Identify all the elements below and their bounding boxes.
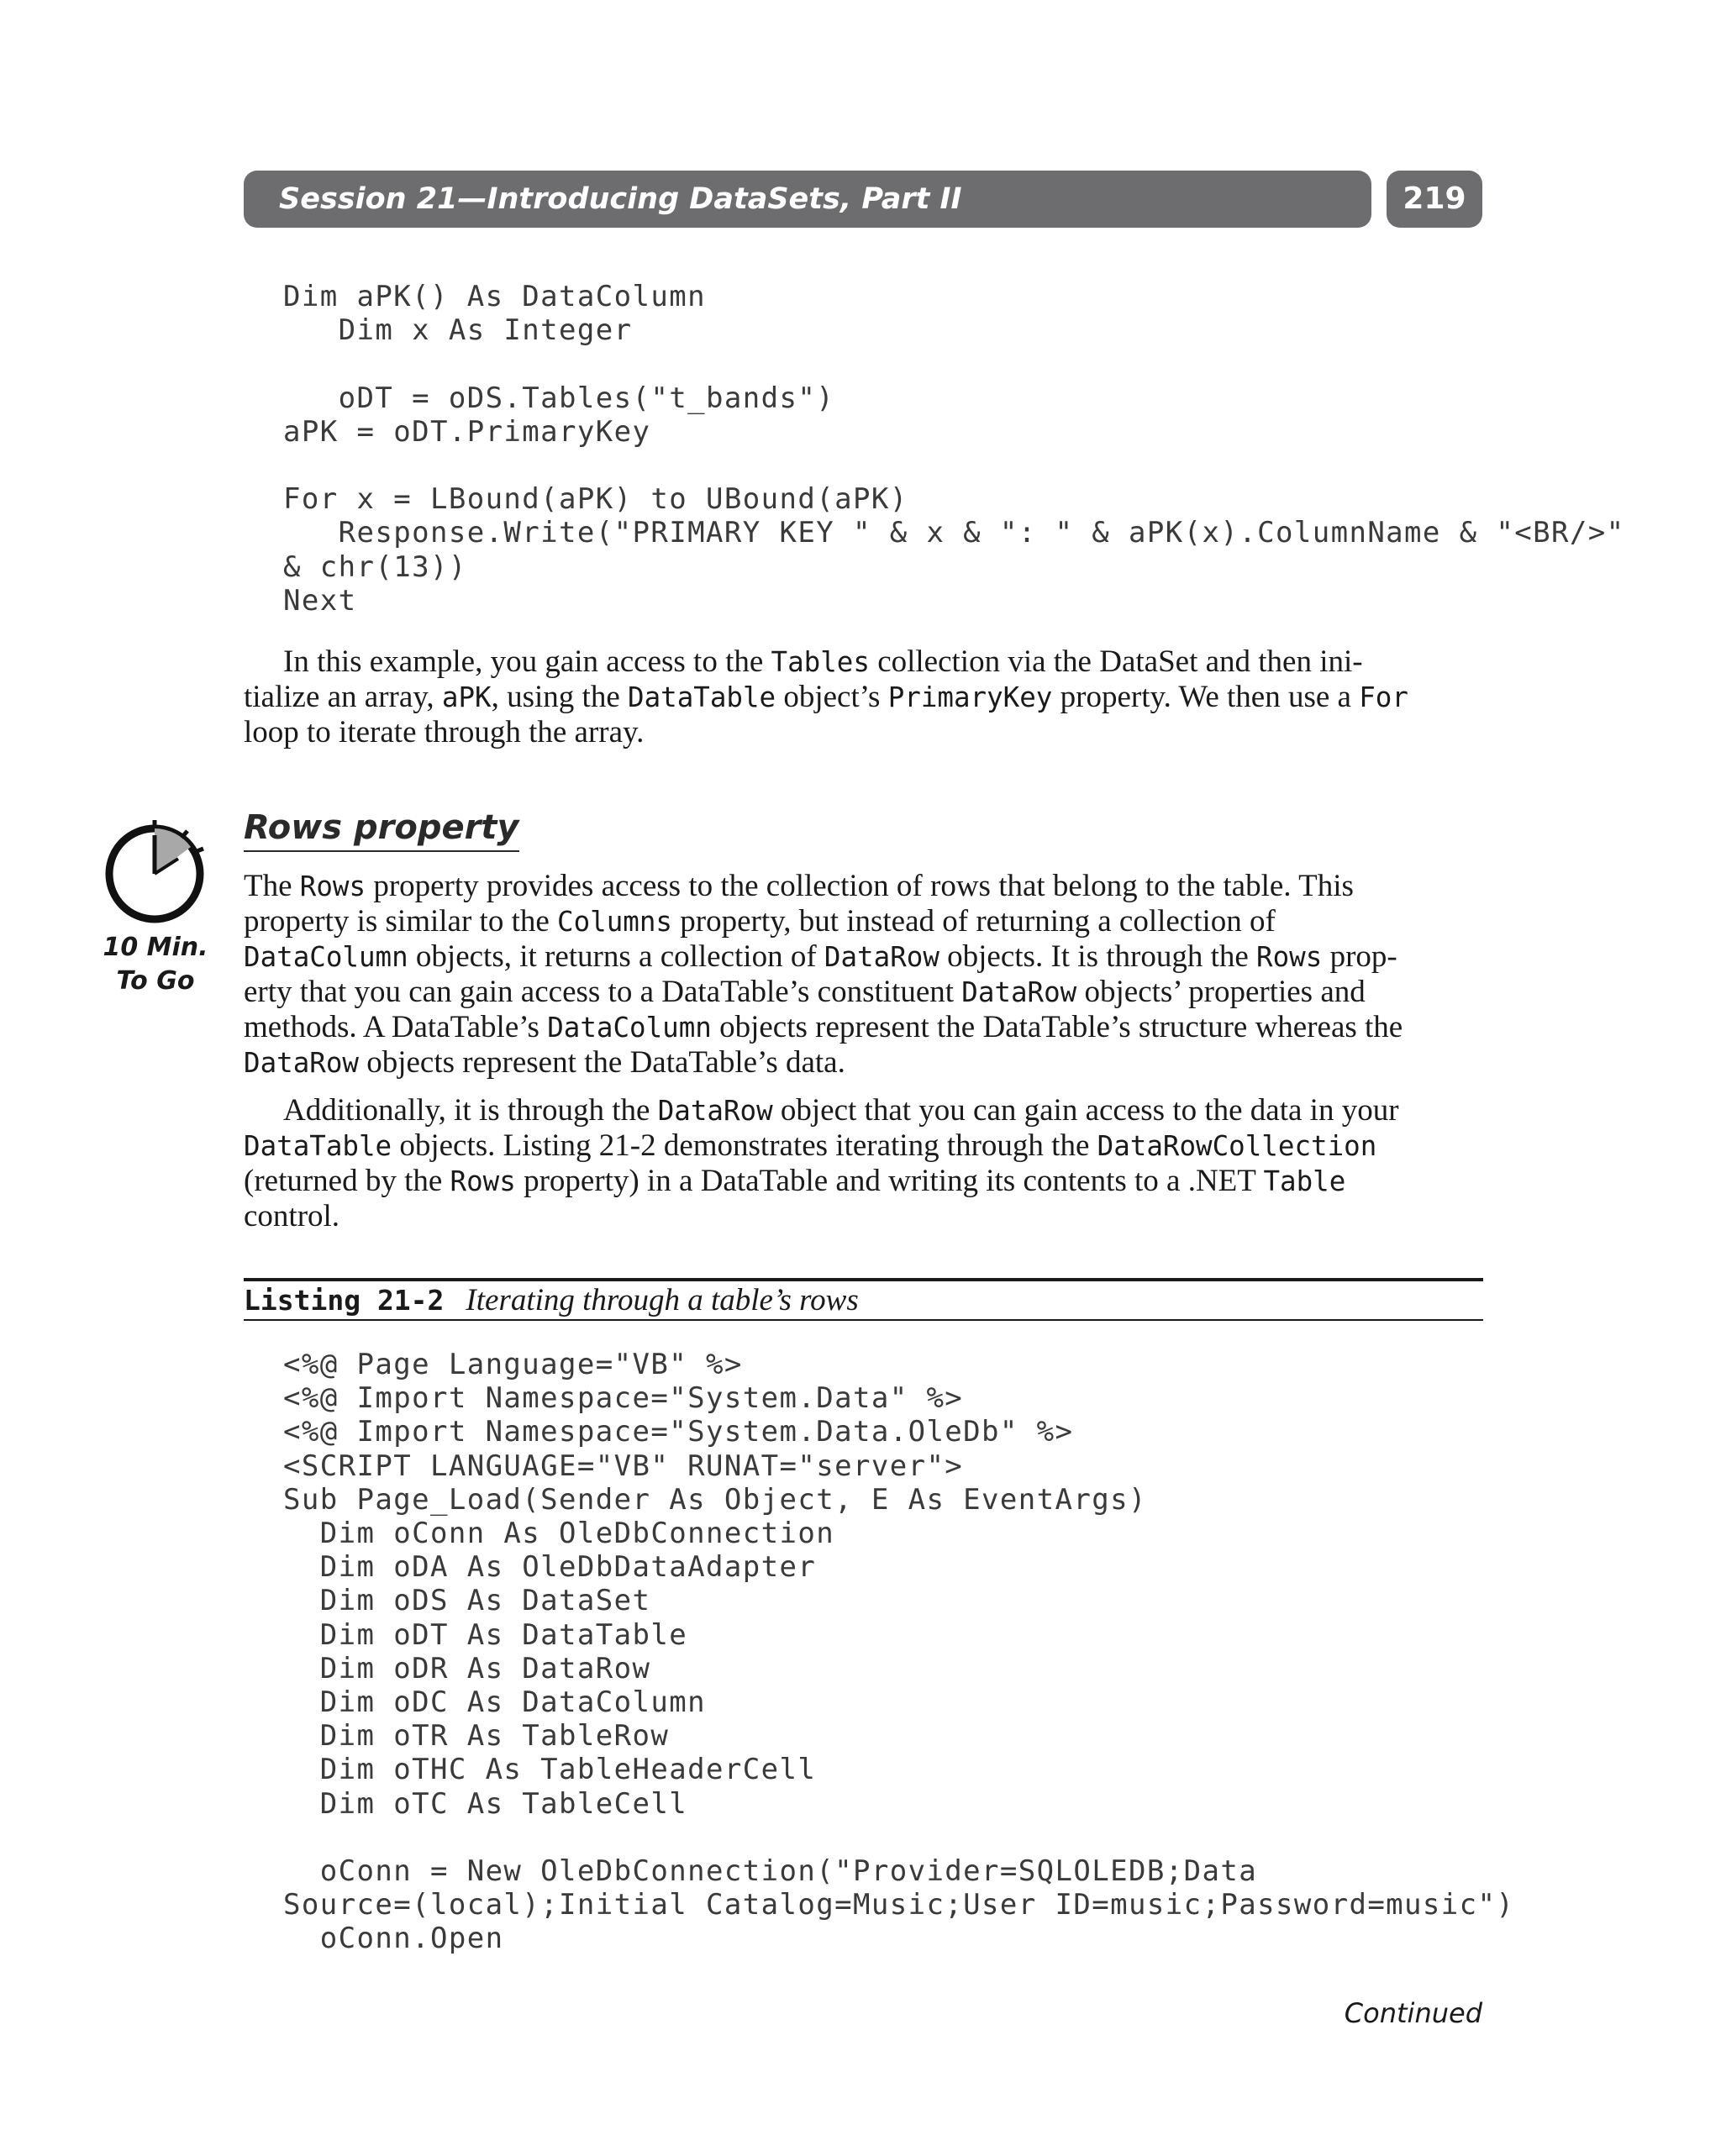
listing-title: Iterating through a table’s rows [466,1283,859,1317]
paragraph-tables-collection: In this example, you gain access to the Tables collection via the DataSet and then ini- tialize an array, aPK, using the DataTable object’s PrimaryKey property. We then use a For loop to iterate through the array. [244,644,1408,749]
page-number: 219 [1387,171,1482,228]
code-block-listing: <%@ Page Language="VB" %> <%@ Import Namespace="System.Data" %> <%@ Import Namespace="System.Data.OleDb" %> <SCRIPT LANGUAGE="VB" RUNAT="server"> Sub Page_Load(Sender As Object, E As EventArgs) Dim oConn As OleDbConnection Dim oDA As OleDbDataAdapter Dim oDS As DataSet Dim oDT As DataTable Dim oDR As DataRow Dim oDC As DataColumn Dim oTR As TableRow Dim oTHC As TableHeaderCell Dim oTC As TableCell oConn = New OleDbConnection("Provider=SQLOLEDB;Data Source=(local);Initial Catalog=Music;User ID=music;Password=music") oConn.Open [283,1348,1515,1956]
listing-caption [244,1282,859,1319]
code-block-primary-key: Dim aPK() As DataColumn Dim x As Integer oDT = oDS.Tables("t_bands") aPK = oDT.PrimaryKey For x = LBound(aPK) to UBound(aPK) Response.Write("PRIMARY KEY " & x & ": " & aPK(x).ColumnName & "<BR/>" & chr(13)) Next [283,280,1625,618]
listing-rule-top [244,1278,1483,1281]
continued-note: Continued [1344,1997,1482,2029]
listing-rule-bottom [244,1319,1483,1321]
time-remaining-label: 10 Min. To Go [103,933,208,996]
running-header [244,171,1371,228]
paragraph-datarow-access: Additionally, it is through the DataRow object that you can gain access to the data in your DataTable objects. Listing 21-2 demonstrates iterating through the DataRowCollection (returned by the Rows property) in a DataTable and writing its contents to a .NET Table control. [244,1093,1399,1233]
listing-number: Listing 21-2 [244,1284,445,1317]
paragraph-rows-property: The Rows property provides access to the collection of rows that belong to the table. This property is similar to the Columns property, but instead of returning a collection of DataColumn objects, it returns a collection of DataRow objects. It is through the Rows prop- erty that you can gain access to a DataTable’s constituent DataRow objects’ properties and methods. A DataTable’s DataColumn objects represent the DataTable’s structure whereas the DataRow objects represent the DataTable’s data. [244,869,1403,1080]
session-title: Session 21—Introducing DataSets, Part II [279,182,962,216]
section-heading: Rows property [244,807,519,852]
stopwatch-icon [101,817,210,926]
